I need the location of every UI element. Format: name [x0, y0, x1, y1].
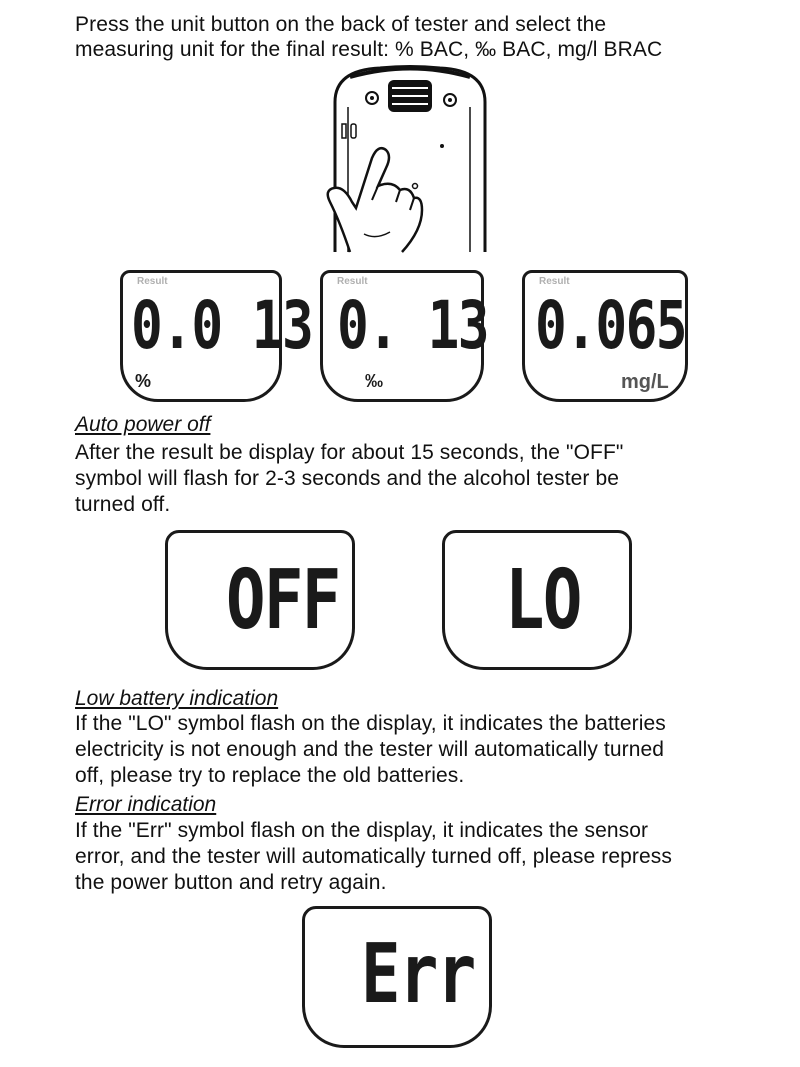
intro-line-2: measuring unit for the final result: % BAC, ‰ BAC, mg/l BRAC	[75, 38, 663, 61]
off-display	[165, 530, 355, 670]
auto-power-off-heading: Auto power off	[75, 413, 211, 436]
low-battery-line-1: If the "LO" symbol flash on the display, it indicates the batteries	[75, 712, 666, 735]
error-line-2: error, and the tester will automatically turned off, please repress	[75, 845, 672, 868]
result-unit: ‰	[365, 371, 383, 391]
error-heading: Error indication	[75, 793, 217, 816]
lo-display	[442, 530, 632, 670]
hand-pressing-button-icon	[320, 62, 500, 257]
result-unit: mg/L	[621, 371, 669, 393]
low-battery-line-3: off, please try to replace the old batteries.	[75, 764, 465, 787]
result-tag: Result	[337, 276, 368, 287]
low-battery-line-2: electricity is not enough and the tester will automatically turned	[75, 738, 665, 761]
low-battery-heading: Low battery indication	[75, 687, 279, 710]
err-display	[302, 906, 492, 1048]
result-tag: Result	[539, 276, 570, 287]
result-reading: 0. 13	[337, 287, 488, 364]
result-reading: 0.0 13	[131, 287, 313, 364]
result-display-mgl	[522, 270, 688, 402]
err-reading: Err	[361, 927, 475, 1022]
off-reading: OFF	[226, 553, 340, 648]
auto-power-off-line-1: After the result be display for about 15 seconds, the "OFF"	[75, 441, 624, 464]
error-line-3: the power button and retry again.	[75, 871, 387, 894]
result-reading: 0.065	[535, 287, 686, 364]
intro-line-1: Press the unit button on the back of tester and select the	[75, 13, 607, 36]
auto-power-off-line-2: symbol will flash for 2-3 seconds and the alcohol tester be	[75, 467, 620, 490]
lo-reading: LO	[505, 553, 581, 648]
auto-power-off-line-3: turned off.	[75, 493, 171, 516]
error-line-1: If the "Err" symbol flash on the display, it indicates the sensor	[75, 819, 649, 842]
result-display-percent	[120, 270, 313, 402]
result-tag: Result	[137, 276, 168, 287]
result-unit: %	[135, 371, 152, 391]
result-display-permille	[320, 270, 488, 402]
